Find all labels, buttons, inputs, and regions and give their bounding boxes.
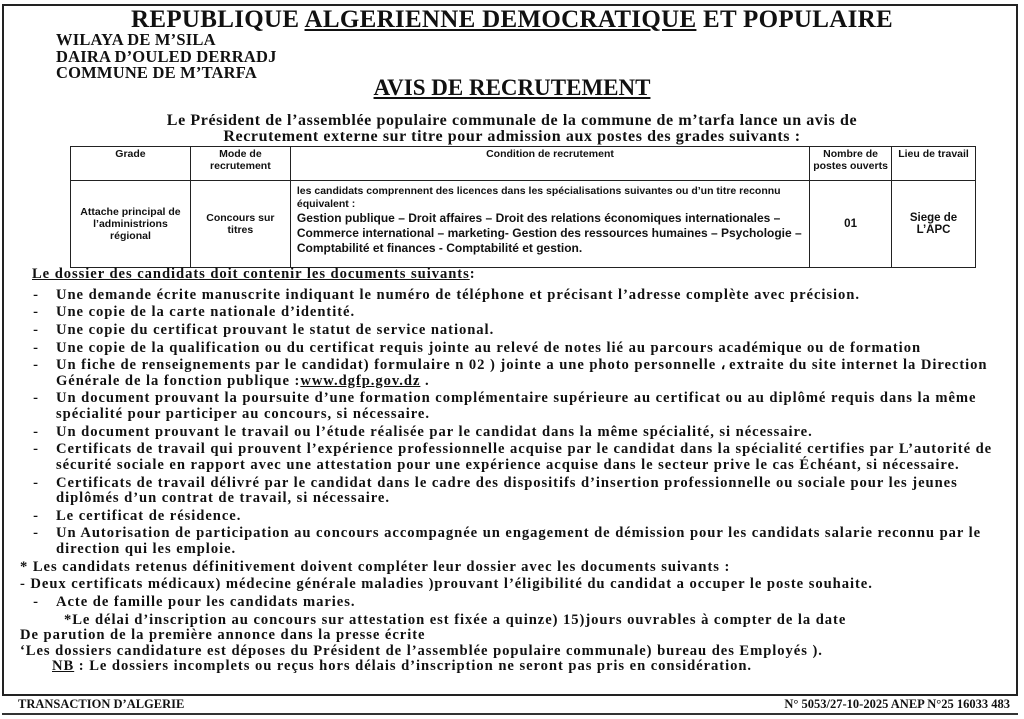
delai-note-cont: De parution de la première annonce dans la presse écrite bbox=[20, 627, 426, 644]
intro-line-1: Le Président de l’assemblée populaire communale de la commune de m’tarfa lance un avis de bbox=[166, 112, 858, 129]
header-mode: Mode de recrutement bbox=[190, 147, 290, 181]
dossier-section bbox=[16, 267, 1016, 677]
intro-line-2: Recrutement externe sur titre pour admission aux postes des grades suivants : bbox=[223, 128, 801, 145]
delai-note: *Le délai d’inscription au concours sur attestation est fixée a quinze) 15)jours ouvrables à compter de la date bbox=[64, 611, 847, 628]
cell-postes: 01 bbox=[810, 181, 892, 268]
dossier-heading-colon: : bbox=[469, 266, 476, 282]
item-text: Une copie du certificat prouvant le statut de service national. bbox=[56, 321, 495, 338]
bullet: - bbox=[33, 321, 39, 338]
dossier-heading-text: Le dossier des candidats doit contenir les documents suivants bbox=[32, 266, 470, 282]
item-text: Une copie de la carte nationale d’identité. bbox=[56, 304, 356, 321]
bullet: - bbox=[33, 423, 39, 440]
bullet: - bbox=[33, 474, 39, 491]
item-text: Le certificat de résidence. bbox=[56, 507, 242, 524]
item-text: Certificats de travail délivré par le candidat dans le cadre des dispositifs d’insertion professionnelle ou sociale pour les jeunes diplômés d’un contrat de travail, si nécessaire. bbox=[56, 474, 958, 506]
condition-intro: les candidats comprennent des licences dans les spécialisations suivantes ou d’un titre reconnu équivalent : bbox=[296, 185, 781, 210]
nb-label: NB bbox=[52, 658, 75, 675]
retenus-note: * Les candidats retenus définitivement doivent compléter leur dossier avec les documents suivants : bbox=[20, 558, 731, 575]
item-text: Un document prouvant la poursuite d’une formation complémentaire supérieure au certificat ou au diplômé requis dans la même spécialité pour participer au concours, si nécessaire. bbox=[56, 390, 977, 422]
commune: COMMUNE DE M’TARFA bbox=[56, 63, 257, 82]
bullet: - bbox=[33, 441, 39, 458]
dgfp-link[interactable]: www.dgfp.gov.dz bbox=[300, 372, 421, 389]
dossier-heading bbox=[32, 267, 1016, 283]
list-item bbox=[16, 305, 1016, 321]
item-text-end: . bbox=[420, 372, 430, 389]
item-text: Un fiche de renseignements par le candidat) formulaire n 02 ) jointe a une photo personnelle ، extraite du site internet la Direction Générale de la fonction publique : bbox=[56, 357, 988, 389]
table-row bbox=[71, 181, 976, 268]
footer-publisher: TRANSACTION D’ALGERIE bbox=[18, 697, 185, 711]
bullet: - bbox=[33, 593, 39, 610]
list-item-fiche bbox=[16, 358, 1016, 389]
header-grade: Grade bbox=[71, 147, 191, 181]
table-header-row bbox=[71, 147, 976, 181]
bullet: - bbox=[33, 525, 39, 542]
cell-grade: Attache principal de l’administrions régional bbox=[71, 181, 191, 268]
bullet: - bbox=[33, 304, 39, 321]
title-part: REPUBLIQUE bbox=[131, 6, 305, 33]
list-item bbox=[16, 425, 1016, 441]
bullet: - bbox=[33, 390, 39, 407]
footer-rule bbox=[2, 713, 1018, 715]
item-text: Une copie de la qualification ou du certificat requis jointe au relevé de notes lié au parcours académique ou de formation bbox=[56, 339, 922, 356]
bullet: - bbox=[33, 286, 39, 303]
list-item bbox=[16, 391, 1016, 422]
item-text: Certificats de travail qui prouvent l’expérience professionnelle acquise par le candidat dans la spécialité certifies par L’autorité de sécurité sociale en rapport avec une attestation pour une expérience acquise dans le secteur prive le cas Échéant, si nécessaire. bbox=[56, 441, 993, 473]
cell-condition bbox=[290, 181, 809, 268]
header-condition: Condition de recrutement bbox=[290, 147, 809, 181]
item-text: Un Autorisation de participation au concours accompagnée un engagement de démission pour les candidats salarie reconnu par le direction qui les emploie. bbox=[56, 525, 982, 557]
bullet: - bbox=[33, 339, 39, 356]
wilaya: WILAYA DE M’SILA bbox=[56, 30, 216, 49]
list-item bbox=[16, 341, 1016, 357]
header-lieu: Lieu de travail bbox=[892, 147, 976, 181]
recruitment-table bbox=[70, 146, 976, 268]
bullet: - bbox=[33, 357, 39, 374]
title-part: ET POPULAIRE bbox=[696, 6, 893, 33]
list-item bbox=[16, 595, 1016, 611]
item-text: Acte de famille pour les candidats maries. bbox=[56, 593, 356, 610]
title-underlined: ALGERIENNE DEMOCRATIQUE bbox=[304, 6, 697, 33]
notice-title: AVIS DE RECRUTEMENT bbox=[373, 75, 651, 100]
daira: DAIRA D’OULED DERRADJ bbox=[56, 47, 277, 66]
footer-reference: N° 5053/27-10-2025 ANEP N°25 16033 483 bbox=[784, 697, 1010, 711]
item-text: Une demande écrite manuscrite indiquant le numéro de téléphone et précisant l’adresse complète avec précision. bbox=[56, 286, 860, 303]
condition-specialities: Gestion publique – Droit affaires – Droit des relations économiques internationales – Commerce international – marketing- Gestion des ressources humaines – Psychologie – Comptabilité et finances - Comptabilité et gestion. bbox=[296, 211, 802, 255]
list-item bbox=[16, 526, 1016, 557]
list-item bbox=[16, 323, 1016, 339]
header-postes: Nombre de postes ouverts bbox=[810, 147, 892, 181]
depot-note: ‘Les dossiers candidature est déposes du Président de l’assemblée populaire communale) bureau des Employés ). bbox=[20, 642, 823, 659]
list-item bbox=[16, 288, 1016, 304]
nb-text: : Le dossiers incomplets ou reçus hors délais d’inscription ne seront pas pris en considération. bbox=[74, 658, 753, 675]
item-text: Un document prouvant le travail ou l’étude réalisée par le candidat dans la même spécialité, si nécessaire. bbox=[56, 423, 813, 440]
medical-note: - Deux certificats médicaux) médecine générale maladies )prouvant l’éligibilité du candidat a occuper le poste souhaite. bbox=[20, 576, 873, 593]
list-item bbox=[16, 442, 1016, 473]
list-item bbox=[16, 509, 1016, 525]
cell-lieu: Siege de L’APC bbox=[892, 181, 976, 268]
list-item bbox=[16, 476, 1016, 507]
bullet: - bbox=[33, 507, 39, 524]
nb-note bbox=[52, 659, 1016, 675]
cell-mode: Concours sur titres bbox=[190, 181, 290, 268]
